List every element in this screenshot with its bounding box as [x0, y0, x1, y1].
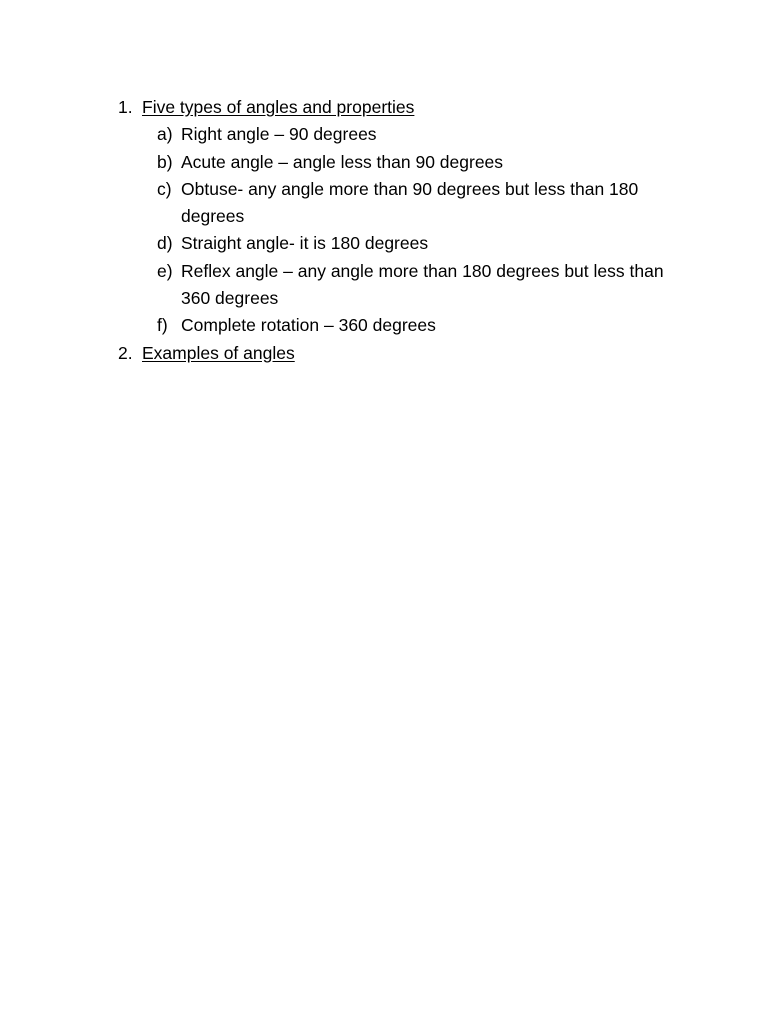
list-item-1 [118, 94, 678, 121]
list-item-2 [118, 340, 678, 367]
sub-letter: b) [157, 151, 173, 172]
list-number: 2. [118, 342, 133, 363]
section-heading: Examples of angles [142, 342, 295, 363]
section-heading: Five types of angles and properties [142, 97, 415, 117]
sub-item-d [118, 230, 678, 257]
sub-text: Right angle – 90 degrees [181, 124, 377, 145]
sub-text: Obtuse- any angle more than 90 degrees but less than 180 degrees [181, 178, 639, 227]
sub-text: Acute angle – angle less than 90 degrees [181, 151, 504, 172]
sub-item-a [118, 121, 678, 148]
sub-letter: f) [157, 315, 168, 336]
sub-letter: a) [157, 124, 173, 145]
sub-text: Complete rotation – 360 degrees [181, 315, 436, 336]
sub-letter: e) [157, 260, 173, 281]
outline-list [118, 94, 678, 367]
sub-item-b [118, 149, 678, 176]
sub-item-e [118, 258, 678, 313]
sub-item-f [118, 312, 678, 339]
sub-letter: d) [157, 233, 173, 254]
sub-list [118, 121, 678, 339]
sub-text: Reflex angle – any angle more than 180 degrees but less than 360 degrees [181, 260, 664, 309]
sub-item-c [118, 176, 678, 231]
sub-text: Straight angle- it is 180 degrees [181, 233, 429, 254]
sub-letter: c) [157, 178, 172, 199]
list-number: 1. [118, 97, 133, 117]
